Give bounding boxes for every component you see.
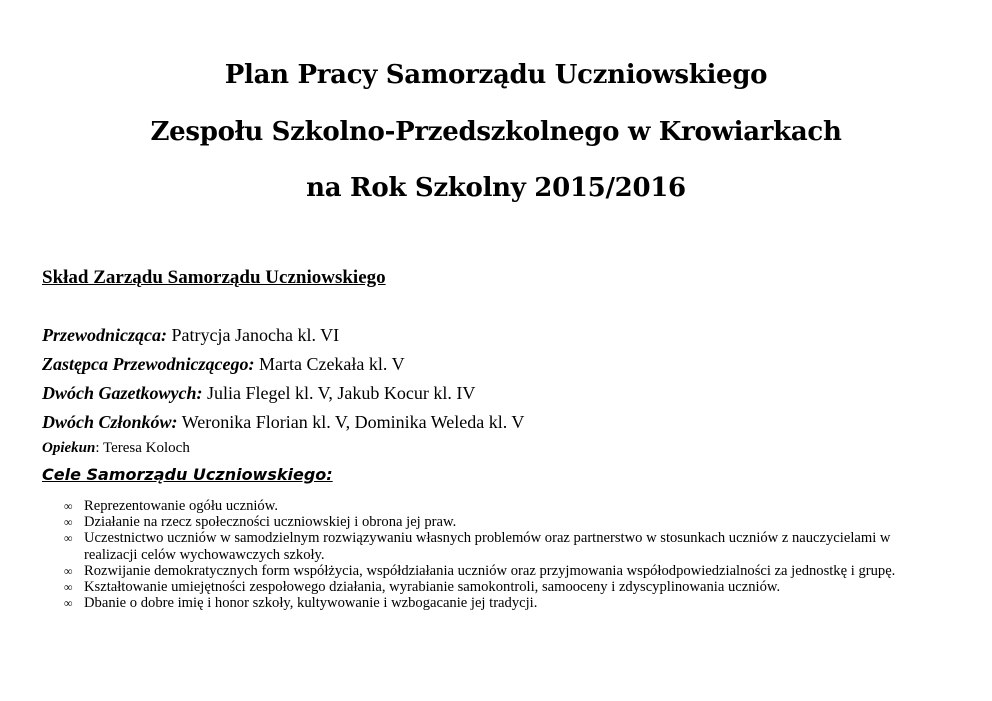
goals-heading: Cele Samorządu Uczniowskiego: xyxy=(42,465,333,484)
title-line-1: Plan Pracy Samorządu Uczniowskiego xyxy=(224,60,768,90)
board-heading: Skład Zarządu Samorządu Uczniowskiego xyxy=(42,267,386,288)
title-line-3: na Rok Szkolny 2015/2016 xyxy=(306,173,686,203)
member-value: Patrycja Janocha kl. VI xyxy=(167,325,340,345)
goal-text: Kształtowanie umiejętności zespołowego działania, wyrabianie samokontroli, samooceny i zdyscyplinowania uczniów. xyxy=(84,579,781,596)
list-item xyxy=(64,514,944,530)
goal-text: Dbanie o dobre imię i honor szkoły, kultywowanie i wzbogacanie jej tradycji. xyxy=(84,595,538,612)
infinity-bullet-icon: ∞ xyxy=(64,563,73,578)
member-role: Dwóch Członków: xyxy=(42,412,178,432)
member-value: Julia Flegel kl. V, Jakub Kocur kl. IV xyxy=(202,383,476,403)
board-member-deputy xyxy=(42,354,405,375)
guardian-value: : Teresa Koloch xyxy=(95,440,190,456)
member-role: Zastępca Przewodniczącego: xyxy=(42,354,255,374)
list-item xyxy=(64,563,944,579)
list-item xyxy=(64,530,944,562)
infinity-bullet-icon: ∞ xyxy=(64,499,73,513)
infinity-bullet-icon: ∞ xyxy=(64,596,73,611)
board-member-members xyxy=(42,412,524,433)
goal-text: Uczestnictwo uczniów w samodzielnym rozwiązywaniu własnych problemów oraz partnerstwo w stosunkach uczniów z nauczycielami w realizacji celów wychowawczych szkoły. xyxy=(84,530,891,563)
goal-text: Reprezentowanie ogółu uczniów. xyxy=(84,498,278,514)
list-item xyxy=(64,498,944,514)
member-value: Weronika Florian kl. V, Dominika Weleda kl. V xyxy=(177,412,525,432)
title-line-2: Zespołu Szkolno-Przedszkolnego w Krowiarkach xyxy=(150,117,842,147)
goals-list xyxy=(64,498,944,611)
board-member-newsletter xyxy=(42,383,475,404)
list-item xyxy=(64,595,944,611)
member-role: Przewodnicząca: xyxy=(42,325,167,345)
infinity-bullet-icon: ∞ xyxy=(64,531,73,546)
goal-text: Rozwijanie demokratycznych form współżycia, współdziałania uczniów oraz przyjmowania współodpowiedzialności za jednostkę i grupę. xyxy=(84,562,896,579)
member-role: Dwóch Gazetkowych: xyxy=(42,383,203,403)
infinity-bullet-icon: ∞ xyxy=(64,515,73,530)
guardian-role: Opiekun xyxy=(42,440,96,456)
board-member-chair xyxy=(42,325,339,346)
infinity-bullet-icon: ∞ xyxy=(64,580,73,595)
goal-text: Działanie na rzecz społeczności uczniowskiej i obrona jej praw. xyxy=(84,514,457,531)
board-guardian xyxy=(42,440,190,457)
member-value: Marta Czekała kl. V xyxy=(254,354,405,374)
list-item xyxy=(64,579,944,595)
